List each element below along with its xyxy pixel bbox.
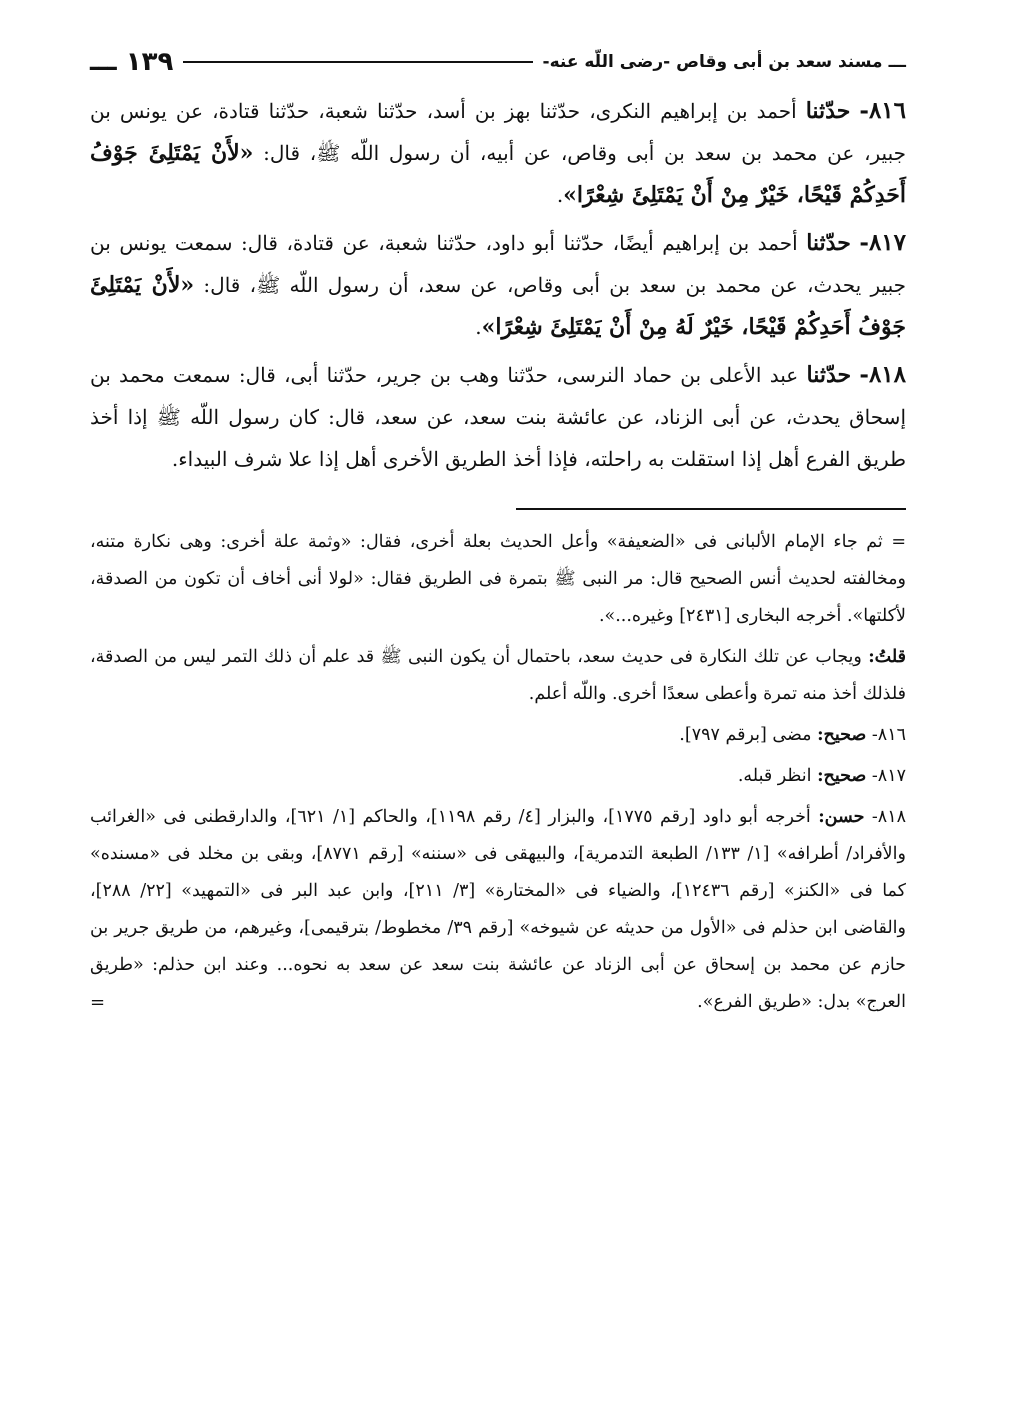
hadith-number: ٨١٨- bbox=[859, 361, 907, 388]
footnote-qultu bbox=[90, 639, 906, 713]
footnote-text: مضى [برقم ٧٩٧]. bbox=[679, 725, 818, 745]
page-number bbox=[90, 47, 179, 77]
footnote-number: ٨١٨- bbox=[871, 807, 906, 827]
page-number-value: ١٣٩ bbox=[125, 47, 174, 77]
page-number-dash: ـــ bbox=[90, 47, 117, 77]
hadith-text: عبد الأعلى بن حماد النرسى، حدّثنا وهب بن جرير، حدّثنا أبى، قال: سمعت محمد بن إسحاق يحدث، عن أبى الزناد، عن عائشة بنت سعد، عن سعد، قال: كان رسول اللّه ﷺ إذا أخذ طريق الفرع أهل إذا استقلت به راحلته، فإذا أخذ الطريق الأخرى أهل إذا علا شرف البيداء. bbox=[90, 363, 906, 471]
footnote-text: انظر قبله. bbox=[737, 766, 818, 786]
hadith-lead: حدّثنا bbox=[806, 362, 852, 388]
footnote-grade: حسن: bbox=[818, 807, 865, 827]
hadith-818 bbox=[90, 354, 906, 480]
header-title: مسند سعد بن أبى وقاص -رضى اللّه عنه- bbox=[542, 52, 883, 72]
hadith-tail: . bbox=[556, 183, 564, 207]
hadith-quote: «لأَنْ يَمْتَلِئَ جَوْفُ أَحَدِكُمْ قَيْحًا، خَيْرٌ لَهُ مِنْ أَنْ يَمْتَلِئَ شِعْرًا» bbox=[90, 272, 906, 340]
hadith-quote: «لأَنْ يَمْتَلِئَ جَوْفُ أَحَدِكُمْ قَيْحًا، خَيْرٌ مِنْ أَنْ يَمْتَلِئَ شِعْرًا» bbox=[90, 140, 906, 208]
hadith-number: ٨١٧- bbox=[859, 229, 906, 256]
continues-mark: = bbox=[90, 992, 106, 1013]
hadith-tail: . bbox=[475, 315, 482, 339]
hadith-number: ٨١٦- bbox=[859, 97, 906, 124]
footnote-continuation bbox=[90, 524, 906, 635]
header-rule bbox=[183, 61, 532, 63]
running-header bbox=[90, 40, 906, 84]
qultu-text: ويجاب عن تلك النكارة فى حديث سعد، باحتمال أن يكون النبى ﷺ قد علم أن ذلك التمر ليس من الصدقة، فلذلك أخذ منه تمرة وأعطى سعدًا أخرى. واللّه أعلم. bbox=[90, 647, 906, 704]
footnote-grade: صحيح: bbox=[817, 725, 867, 745]
header-lead-mark: ـــ bbox=[888, 52, 906, 72]
hadith-lead: حدّثنا bbox=[805, 98, 851, 124]
footnote-grade: صحيح: bbox=[817, 766, 867, 786]
footnote-number: ٨١٧- bbox=[871, 766, 906, 786]
footnote-separator bbox=[516, 508, 906, 510]
hadith-text: أحمد بن إبراهيم النكرى، حدّثنا بهز بن أسد، حدّثنا شعبة، حدّثنا قتادة، عن يونس بن جبير، عن محمد بن سعد بن أبى وقاص، عن أبيه، أن رسول اللّه ﷺ، قال: bbox=[90, 99, 906, 165]
hadith-816 bbox=[90, 90, 906, 216]
footnote-text: أخرجه أبو داود [رقم ١٧٧٥]، والبزار [٤/ رقم ١١٩٨]، والحاكم [١/ ٦٢١]، والدارقطنى فى «الغرائب والأفراد/ أطرافه» [١/ ١٣٣/ الطبعة التدمرية]، والبيهقى فى «سننه» [رقم ٨٧٧١]، وبقى بن مخلد فى «مسنده» كما فى «الكنز» [رقم ١٢٤٣٦]، والضياء فى «المختارة» [٣/ ٢١١]، وابن عبد البر فى «التمهيد» [٢٢/ ٢٨٨]، والقاضى ابن حذلم فى «الأول من حديثه عن شيوخه» [رقم ٣٩/ مخطوط/ بترقيمى]، وغيرهم، من طريق جرير بن حازم عن محمد بن إسحاق عن أبى الزناد عن عائشة بنت سعد عن سعد به نحوه... وعند ابن حذلم: «طريق العرج» بدل: «طريق الفرع». bbox=[90, 807, 907, 1012]
footnote-continuation-text: = ثم جاء الإمام الألبانى فى «الضعيفة» وأعل الحديث بعلة أخرى، فقال: «وثمة علة أخرى: وهى نكارة متنه، ومخالفته لحديث أنس الصحيح قال: مر النبى ﷺ بتمرة فى الطريق فقال: «لولا أنى أخاف أن تكون من الصدقة، لأكلتها». أخرجه البخارى [٢٤٣١] وغيره...». bbox=[90, 532, 906, 626]
hadith-text: أحمد بن إبراهيم أيضًا، حدّثنا أبو داود، حدّثنا شعبة، عن قتادة، قال: سمعت يونس بن جبير يحدث، عن محمد بن سعد بن أبى وقاص، عن سعد، أن رسول اللّه ﷺ، قال: bbox=[90, 231, 906, 297]
book-page bbox=[90, 40, 906, 1381]
footnote-816 bbox=[90, 717, 906, 754]
footnote-number: ٨١٦- bbox=[871, 725, 906, 745]
footnote-817 bbox=[90, 758, 906, 795]
hadith-817 bbox=[90, 222, 906, 348]
footnote-818 bbox=[90, 799, 906, 1021]
qultu-label: قلتُ: bbox=[868, 647, 906, 667]
hadith-lead: حدّثنا bbox=[806, 230, 851, 256]
